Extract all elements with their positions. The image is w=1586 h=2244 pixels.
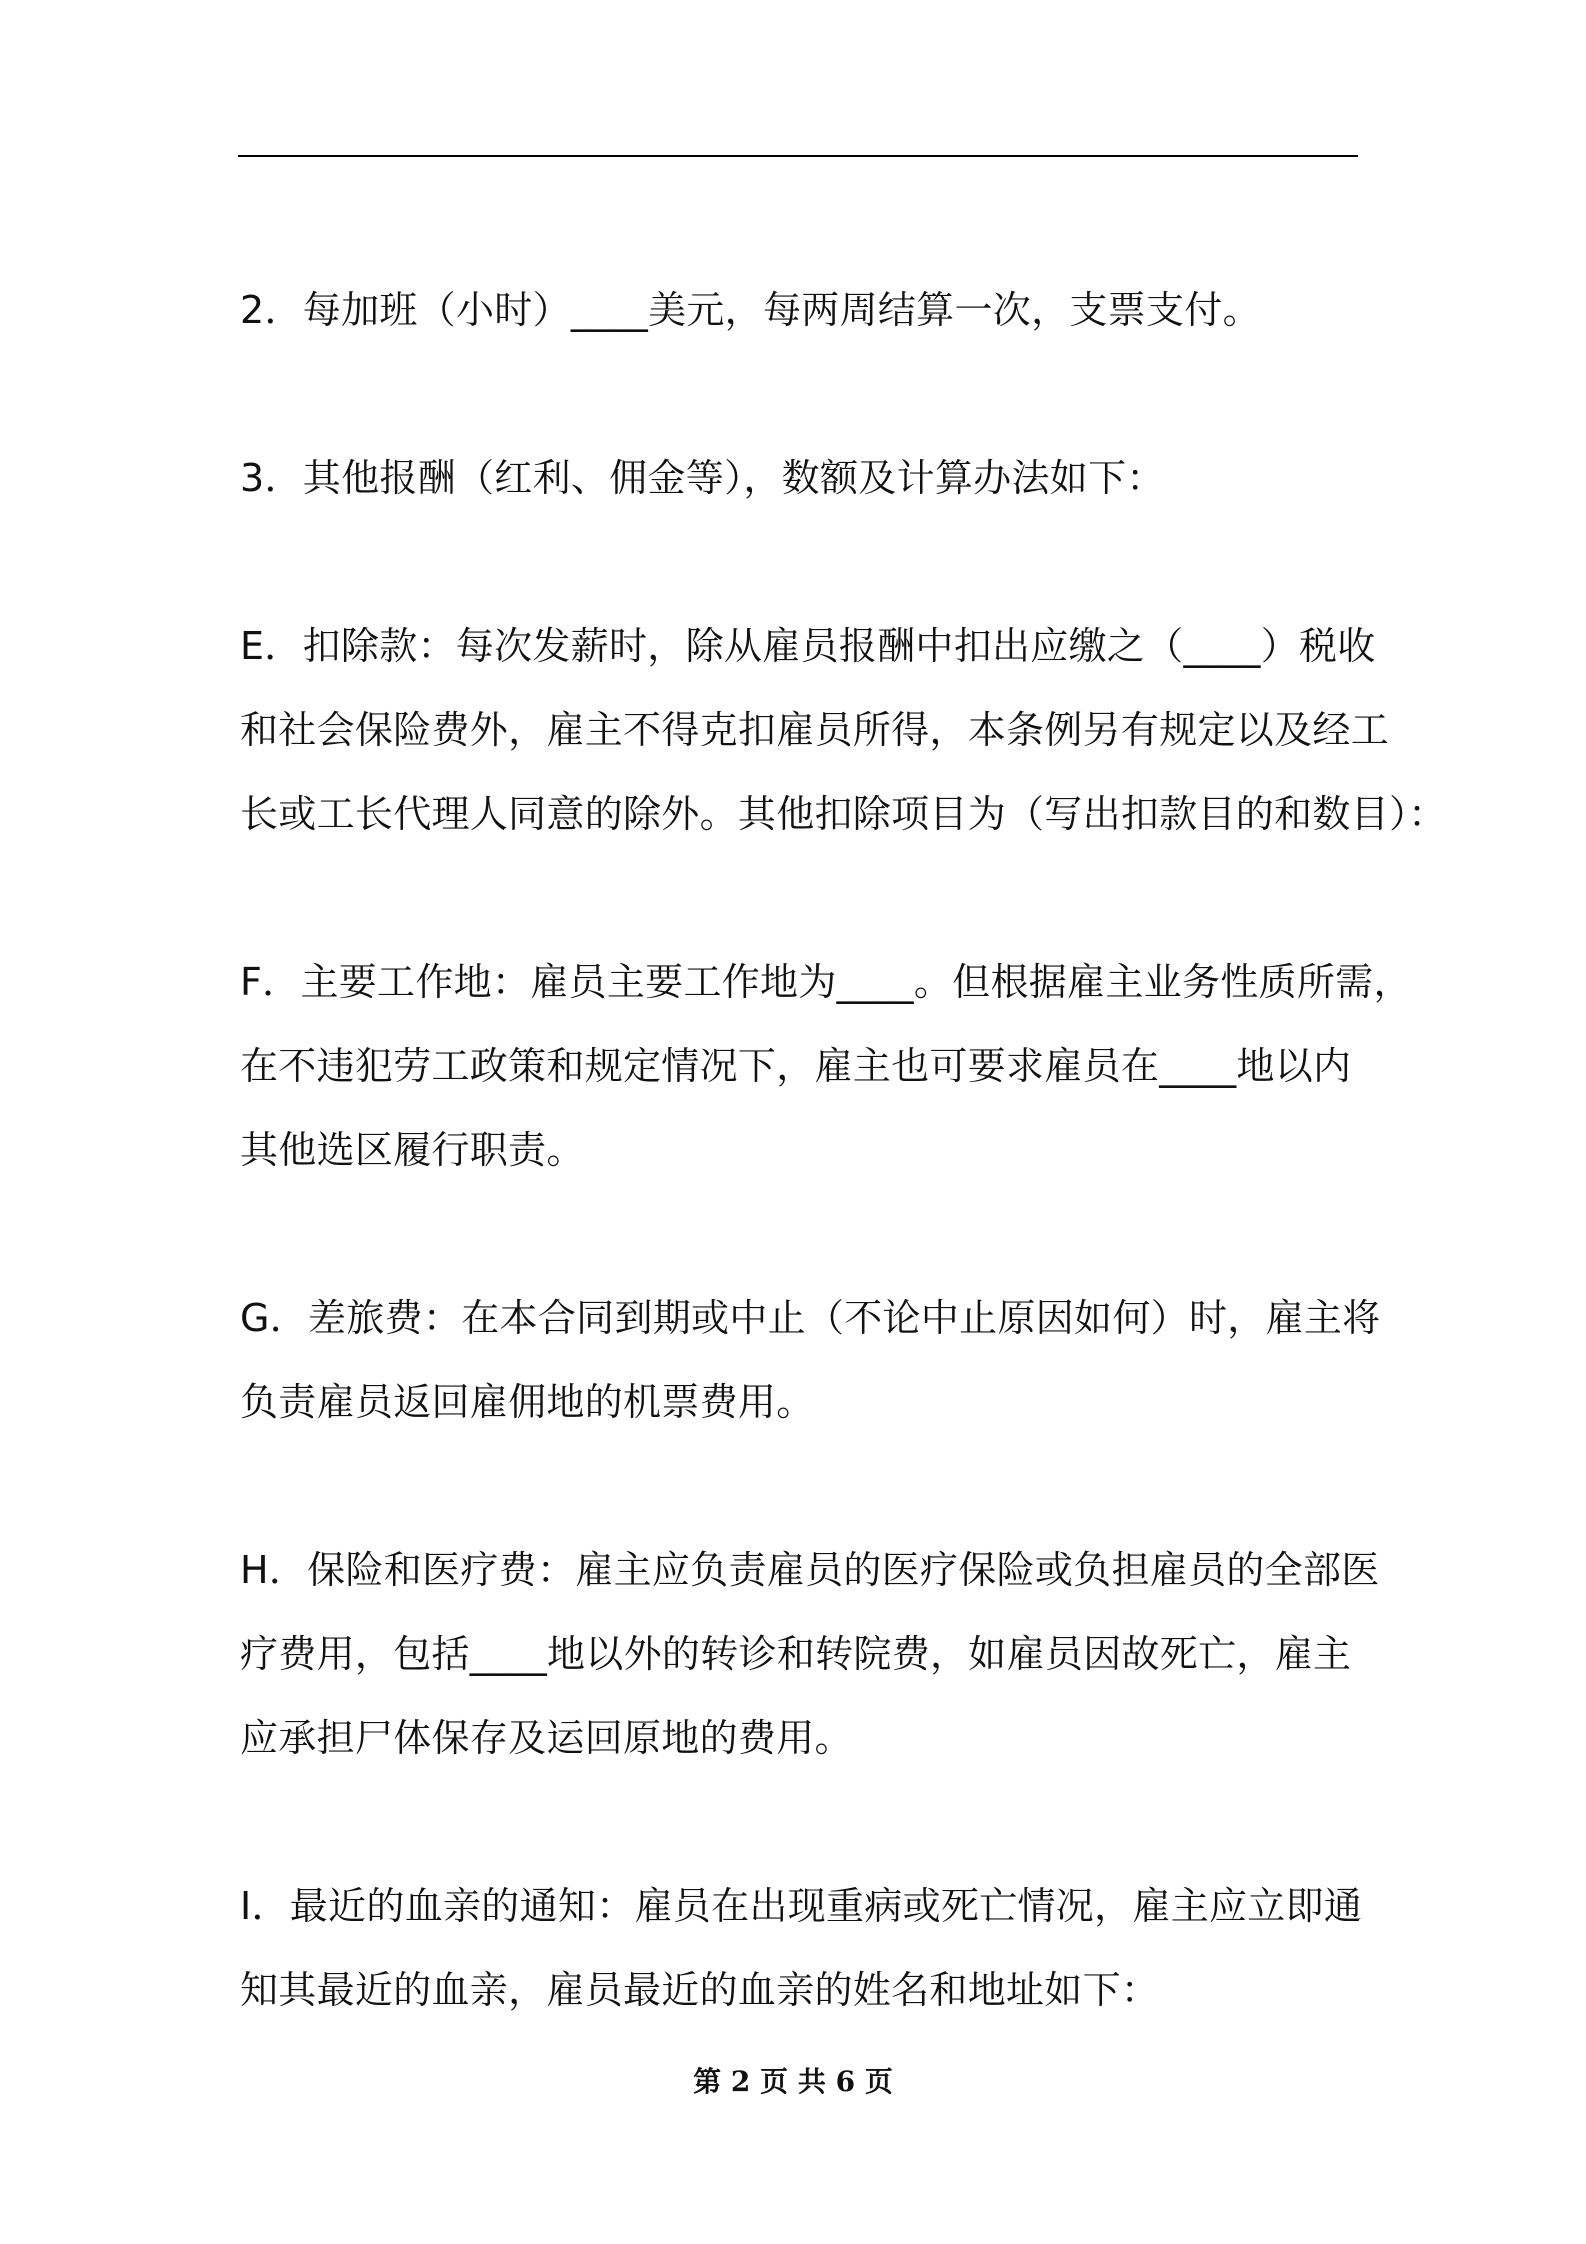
paragraph-line: 其他选区履行职责。 (240, 1128, 585, 1172)
paragraph-line: 应承担尸体保存及运回原地的费用。 (240, 1716, 853, 1760)
paragraph-line: 负责雇员返回雇佣地的机票费用。 (240, 1380, 815, 1424)
header-rule (238, 155, 1358, 157)
paragraph-line: 2．每加班（小时）____美元，每两周结算一次，支票支付。 (240, 288, 1261, 332)
paragraph-line: 疗费用，包括____地以外的转诊和转院费，如雇员因故死亡，雇主 (240, 1632, 1352, 1676)
paragraph-line: F．主要工作地：雇员主要工作地为____。但根据雇主业务性质所需， (240, 960, 1412, 1004)
paragraph-e-deductions (240, 604, 1447, 856)
paragraph-h-insurance (240, 1528, 1380, 1780)
paragraph-3 (240, 436, 1360, 520)
paragraph-i-next-of-kin (240, 1864, 1363, 2032)
paragraph-line: 和社会保险费外，雇主不得克扣雇员所得，本条例另有规定以及经工 (240, 708, 1390, 752)
paragraph-f-work-location (240, 940, 1412, 1192)
paragraph-line: E．扣除款：每次发薪时，除从雇员报酬中扣出应缴之（____）税收 (240, 624, 1376, 668)
paragraph-g-travel (240, 1276, 1381, 1444)
paragraph-line: 3．其他报酬（红利、佣金等），数额及计算办法如下： (240, 456, 1165, 500)
paragraph-line: I．最近的血亲的通知：雇员在出现重病或死亡情况，雇主应立即通 (240, 1884, 1363, 1928)
page-number-footer: 第 2 页 共 6 页 (693, 2065, 893, 2098)
paragraph-line: H．保险和医疗费：雇主应负责雇员的医疗保险或负担雇员的全部医 (240, 1548, 1380, 1592)
paragraph-line: 长或工长代理人同意的除外。其他扣除项目为（写出扣款目的和数目）： (240, 792, 1447, 836)
paragraph-line: 在不违犯劳工政策和规定情况下，雇主也可要求雇员在____地以内 (240, 1044, 1352, 1088)
paragraph-line: 知其最近的血亲，雇员最近的血亲的姓名和地址如下： (240, 1968, 1160, 2012)
paragraph-line: G．差旅费：在本合同到期或中止（不论中止原因如何）时，雇主将 (240, 1296, 1381, 1340)
paragraph-2 (240, 268, 1360, 352)
